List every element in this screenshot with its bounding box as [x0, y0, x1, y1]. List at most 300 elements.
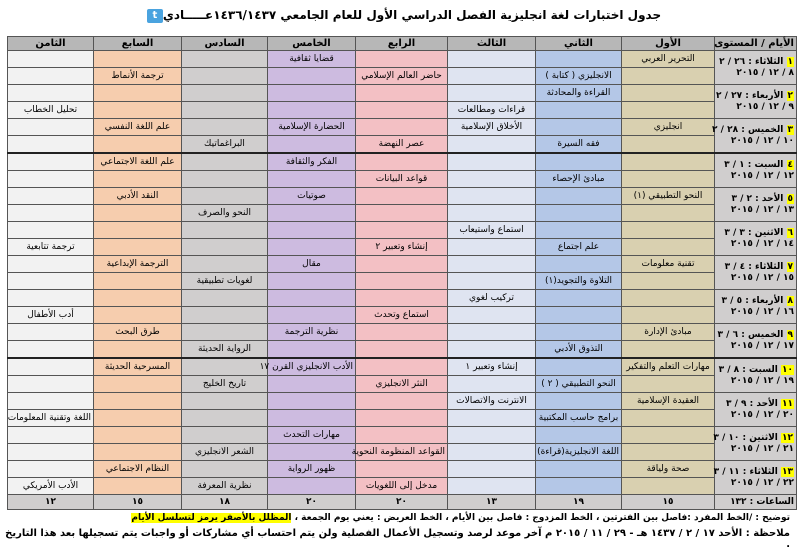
day-number: ٩ [787, 329, 793, 340]
exam-cell-level-4: النثر الانجليزي [356, 376, 448, 393]
exam-cell-level-6 [182, 102, 268, 119]
exam-cell-level-1 [622, 376, 715, 393]
exam-cell-level-1 [622, 427, 715, 444]
exam-cell-level-2: النحو التطبيقي ( ٢ ) [536, 376, 622, 393]
exam-cell-level-5: مهارات التحدث [268, 427, 356, 444]
header-level-3: الثالث [448, 37, 536, 51]
exam-cell-level-7 [94, 393, 182, 410]
exam-cell-level-8 [8, 341, 94, 359]
table-row [8, 51, 797, 68]
exam-cell-level-8 [8, 51, 94, 68]
table-row [8, 273, 797, 290]
exam-cell-level-4 [356, 410, 448, 427]
day-cell [715, 188, 797, 222]
exam-cell-level-3 [448, 136, 536, 154]
exam-cell-level-5 [268, 205, 356, 222]
exam-cell-level-1 [622, 273, 715, 290]
exam-cell-level-5 [268, 171, 356, 188]
exam-cell-level-8 [8, 393, 94, 410]
exam-cell-level-6: تاريخ الخليج [182, 376, 268, 393]
exam-cell-level-6 [182, 393, 268, 410]
day-name: الاثنين : ١٠ / ٣ [713, 432, 778, 443]
day-cell [715, 153, 797, 188]
header-level-4: الرابع [356, 37, 448, 51]
exam-cell-level-8 [8, 136, 94, 154]
exam-cell-level-5: نظرية الترجمة [268, 324, 356, 341]
exam-cell-level-1: النحو التطبيقي (١) [622, 188, 715, 205]
day-number: ٨ [787, 295, 793, 306]
table-row [8, 290, 797, 307]
exam-cell-level-6 [182, 119, 268, 136]
hours-level-6: ١٨ [182, 495, 268, 510]
exam-cell-level-2: برامج حاسب المكتبية [536, 410, 622, 427]
exam-cell-level-7: الترجمة الإبداعية [94, 256, 182, 273]
exam-cell-level-8: أدب الأطفال [8, 307, 94, 324]
day-cell [715, 85, 797, 119]
exam-cell-level-1 [622, 341, 715, 359]
exam-cell-level-1 [622, 410, 715, 427]
exam-cell-level-2 [536, 358, 622, 376]
page-title [0, 4, 802, 26]
twitter-icon[interactable]: t [147, 9, 163, 23]
exam-cell-level-2 [536, 393, 622, 410]
exam-cell-level-3 [448, 341, 536, 359]
exam-cell-level-4 [356, 427, 448, 444]
day-date: ١٣ / ١٢ / ٢٠١٥ [730, 204, 794, 215]
exam-cell-level-2 [536, 307, 622, 324]
exam-cell-level-4: استماع وتحدث [356, 307, 448, 324]
exam-cell-level-7 [94, 85, 182, 102]
exam-cell-level-6 [182, 222, 268, 239]
day-cell [712, 119, 797, 154]
exam-cell-level-8 [8, 222, 94, 239]
header-days: الأيام / المستوى [715, 37, 797, 51]
day-cell [715, 256, 797, 290]
exam-cell-level-2 [536, 324, 622, 341]
table-row [8, 324, 797, 341]
day-date: ١٧ / ١٢ / ٢٠١٥ [730, 340, 794, 351]
exam-cell-level-5 [268, 85, 356, 102]
exam-cell-level-5: قضايا ثقافية [268, 51, 356, 68]
exam-cell-level-7: ترجمة الأنماط [94, 68, 182, 85]
exam-cell-level-8: اللغة وتقنية المعلومات [8, 410, 94, 427]
day-date: ٢٢ / ١٢ / ٢٠١٥ [730, 477, 794, 488]
exam-cell-level-3: تركيب لغوي [448, 290, 536, 307]
exam-cell-level-4 [356, 461, 448, 478]
exam-cell-level-1: مبادئ الإدارة [622, 324, 715, 341]
exam-cell-level-4 [356, 341, 448, 359]
exam-cell-level-4: قواعد البيانات [356, 171, 448, 188]
exam-cell-level-3 [448, 171, 536, 188]
exam-cell-level-5: الأدب الانجليزي القرن ١٧ [268, 358, 356, 376]
header-level-2: الثاني [536, 37, 622, 51]
exam-cell-level-3 [448, 85, 536, 102]
exam-cell-level-8: تحليل الخطاب [8, 102, 94, 119]
exam-cell-level-6 [182, 171, 268, 188]
exam-cell-level-1: تقنية معلومات [622, 256, 715, 273]
exam-cell-level-6: النحو والصرف [182, 205, 268, 222]
exam-cell-level-5 [268, 68, 356, 85]
table-row [8, 376, 797, 393]
exam-cell-level-3: قراءات ومطالعات [448, 102, 536, 119]
day-cell [715, 290, 797, 324]
legend-prefix: توضيح : [755, 513, 790, 523]
exam-cell-level-2: علم اجتماع [536, 239, 622, 256]
exam-cell-level-2: التلاوة والتجويد(١) [536, 273, 622, 290]
exam-cell-level-5: الفكر والثقافة [268, 153, 356, 171]
exam-cell-level-6 [182, 153, 268, 171]
exam-cell-level-6 [182, 461, 268, 478]
exam-cell-level-6: نظرية المعرفة [182, 478, 268, 495]
exam-cell-level-6: البراغماتيك [182, 136, 268, 154]
exam-cell-level-2 [536, 427, 622, 444]
exam-cell-level-8 [8, 444, 94, 461]
exam-cell-level-4: حاضر العالم الإسلامي [356, 68, 448, 85]
day-number: ١١ [782, 398, 793, 409]
table-row [8, 68, 797, 85]
exam-cell-level-3 [448, 461, 536, 478]
exam-cell-level-8: الأدب الأمريكي [8, 478, 94, 495]
day-date: ١٤ / ١٢ / ٢٠١٥ [730, 238, 794, 249]
exam-cell-level-5: الحضارة الإسلامية [268, 119, 356, 136]
exam-cell-level-8 [8, 171, 94, 188]
legend-items: /الخط المفرد :فاصل بين الفترتين ، الخط المزدوج : فاصل بين الأيام ، الخط العريض : يعني يوم الجمعة ، [294, 513, 753, 523]
exam-cell-level-4 [356, 324, 448, 341]
exam-cell-level-1 [622, 102, 715, 119]
exam-cell-level-5 [268, 307, 356, 324]
exam-cell-level-4 [356, 85, 448, 102]
day-name: الثلاثاء : ١١ / ٣ [713, 466, 778, 477]
exam-cell-level-1 [622, 205, 715, 222]
exam-cell-level-1 [622, 290, 715, 307]
table-row [8, 410, 797, 427]
exam-cell-level-5: مقال [268, 256, 356, 273]
exam-cell-level-2: الانجليزي ( كتابة ) [536, 68, 622, 85]
exam-cell-level-1 [622, 307, 715, 324]
day-cell [715, 461, 797, 495]
exam-cell-level-5 [268, 341, 356, 359]
exam-cell-level-7 [94, 290, 182, 307]
exam-cell-level-8 [8, 85, 94, 102]
exam-cell-level-3 [448, 307, 536, 324]
exam-cell-level-7: علم اللغة النفسي [94, 119, 182, 136]
exam-cell-level-7: النظام الاجتماعي [94, 461, 182, 478]
exam-cell-level-6 [182, 51, 268, 68]
exam-cell-level-4 [356, 102, 448, 119]
exam-cell-level-5 [268, 102, 356, 119]
exam-cell-level-2 [536, 256, 622, 273]
day-number: ٣ [787, 124, 793, 135]
exam-cell-level-1: العقيدة الإسلامية [622, 393, 715, 410]
exam-cell-level-4: القواعد المنظومة النحوية [356, 444, 448, 461]
exam-cell-level-5 [268, 273, 356, 290]
exam-cell-level-3 [448, 410, 536, 427]
exam-cell-level-8 [8, 256, 94, 273]
exam-cell-level-8 [8, 376, 94, 393]
exam-cell-level-8 [8, 205, 94, 222]
exam-cell-level-3 [448, 205, 536, 222]
exam-cell-level-3 [448, 478, 536, 495]
exam-cell-level-5 [268, 478, 356, 495]
exam-cell-level-3 [448, 188, 536, 205]
exam-cell-level-4: عصر النهضة [356, 136, 448, 154]
day-name: السبت : ١ / ٣ [724, 159, 784, 170]
exam-cell-level-6 [182, 307, 268, 324]
exam-cell-level-3 [448, 239, 536, 256]
exam-cell-level-3 [448, 68, 536, 85]
exam-cell-level-7: علم اللغة الاجتماعي [94, 153, 182, 171]
exam-cell-level-5 [268, 393, 356, 410]
exam-cell-level-8 [8, 119, 94, 136]
exam-cell-level-3 [448, 153, 536, 171]
day-number: ١٢ [782, 432, 793, 443]
exam-cell-level-7 [94, 444, 182, 461]
header-level-1: الأول [622, 37, 715, 51]
exam-cell-level-2 [536, 461, 622, 478]
day-name: الأحد : ٩ / ٣ [725, 398, 778, 409]
exam-cell-level-3: الأخلاق الإسلامية [448, 119, 536, 136]
day-date: ٩ / ١٢ / ٢٠١٥ [736, 101, 794, 112]
day-number: ٤ [787, 159, 793, 170]
exam-cell-level-4 [356, 273, 448, 290]
day-cell [715, 358, 797, 393]
exam-cell-level-7 [94, 222, 182, 239]
table-row [8, 205, 797, 222]
exam-cell-level-7 [94, 478, 182, 495]
exam-cell-level-4 [356, 188, 448, 205]
exam-cell-level-2: فقه السيرة [536, 136, 622, 154]
exam-cell-level-7 [94, 136, 182, 154]
note: ملاحظة : الأحد ١٧ / ٢ / ١٤٣٧ هـ - ٢٩ / ١١ / ٢٠١٥ م آخر موعد لرصد وتسجيل الأعمال الفصلية ولن يتم احتساب أي مشاركات أو واجبات يتم تسجيلها بعد هذا التاريخ . [5, 528, 790, 550]
exam-cell-level-8 [8, 324, 94, 341]
day-number: ٢ [787, 90, 793, 101]
day-name: السبت : ٨ / ٣ [718, 364, 778, 375]
exam-cell-level-7 [94, 205, 182, 222]
exam-cell-level-4: مدخل إلى اللغويات [356, 478, 448, 495]
exam-cell-level-6 [182, 358, 268, 376]
exam-cell-level-1 [622, 68, 715, 85]
exam-cell-level-4 [356, 358, 448, 376]
exam-cell-level-4 [356, 119, 448, 136]
table-row [8, 307, 797, 324]
table-row [8, 239, 797, 256]
day-name: الثلاثاء : ٢٦ / ٢ [719, 56, 784, 67]
exam-cell-level-4 [356, 256, 448, 273]
day-number: ٦ [787, 227, 793, 238]
exam-cell-level-8 [8, 290, 94, 307]
legend-highlight: المظلل بالأصفر يرمز لتسلسل الأيام [131, 513, 292, 523]
exam-cell-level-1 [622, 153, 715, 171]
exam-cell-level-4 [356, 205, 448, 222]
exam-cell-level-2: اللغة الانجليزية(قراءة) [536, 444, 622, 461]
exam-cell-level-6: الرواية الحديثة [182, 341, 268, 359]
exam-cell-level-1 [622, 444, 715, 461]
exam-cell-level-8 [8, 153, 94, 171]
hours-total: الساعات : ١٣٢ [715, 495, 797, 510]
exam-cell-level-6 [182, 68, 268, 85]
table-row [8, 171, 797, 188]
table-row [8, 222, 797, 239]
exam-cell-level-7: النقد الأدبي [94, 188, 182, 205]
exam-cell-level-2 [536, 51, 622, 68]
table-row [8, 188, 797, 205]
day-name: الأربعاء : ٢٧ / ٢ [716, 90, 784, 101]
exam-cell-level-6 [182, 256, 268, 273]
exam-cell-level-2 [536, 188, 622, 205]
table-row [8, 85, 797, 102]
day-name: الخميس : ٢٨ / ٢ [712, 124, 784, 135]
day-name: الأربعاء : ٥ / ٣ [721, 295, 784, 306]
exam-cell-level-5 [268, 290, 356, 307]
exam-cell-level-5 [268, 222, 356, 239]
header-row [8, 37, 797, 51]
exam-cell-level-5 [268, 239, 356, 256]
exam-cell-level-7 [94, 239, 182, 256]
exam-cell-level-5: ظهور الرواية [268, 461, 356, 478]
hours-level-3: ١٣ [448, 495, 536, 510]
exam-cell-level-1 [622, 136, 715, 154]
table-row [8, 256, 797, 273]
exam-cell-level-7 [94, 376, 182, 393]
hours-level-8: ١٢ [8, 495, 94, 510]
exam-cell-level-3 [448, 273, 536, 290]
hours-level-7: ١٥ [94, 495, 182, 510]
day-date: ١٩ / ١٢ / ٢٠١٥ [730, 375, 794, 386]
exam-cell-level-4 [356, 393, 448, 410]
exam-cell-level-3 [448, 324, 536, 341]
exam-cell-level-7: طرق البحث [94, 324, 182, 341]
exam-cell-level-6: الشعر الانجليزي [182, 444, 268, 461]
hours-level-5: ٢٠ [268, 495, 356, 510]
day-date: ١٢ / ١٢ / ٢٠١٥ [730, 170, 794, 181]
exam-cell-level-3 [448, 427, 536, 444]
header-level-7: السابع [94, 37, 182, 51]
table-row [8, 341, 797, 359]
day-cell [715, 324, 797, 359]
table-row [8, 358, 797, 376]
day-name: الاثنين : ٣ / ٣ [724, 227, 784, 238]
exam-cell-level-6 [182, 188, 268, 205]
day-number: ١٠ [782, 364, 793, 375]
exam-cell-level-5 [268, 136, 356, 154]
table-row [8, 393, 797, 410]
exam-cell-level-7 [94, 307, 182, 324]
day-date: ٢١ / ١٢ / ٢٠١٥ [730, 443, 794, 454]
exam-cell-level-1: انجليزي [622, 119, 715, 136]
exam-cell-level-2 [536, 290, 622, 307]
exam-cell-level-6 [182, 410, 268, 427]
table-row [8, 102, 797, 119]
exam-cell-level-2: القراءة والمحادثة [536, 85, 622, 102]
exam-cell-level-7 [94, 171, 182, 188]
day-name: الأحد : ٢ / ٣ [731, 193, 784, 204]
exam-cell-level-3 [448, 256, 536, 273]
hours-level-2: ١٩ [536, 495, 622, 510]
exam-cell-level-6 [182, 239, 268, 256]
exam-cell-level-4 [356, 222, 448, 239]
exam-schedule-table [7, 36, 797, 510]
day-date: ١٥ / ١٢ / ٢٠١٥ [730, 272, 794, 283]
exam-cell-level-4: إنشاء وتعبير ٢ [356, 239, 448, 256]
table-row [8, 478, 797, 495]
exam-cell-level-3 [448, 444, 536, 461]
exam-cell-level-8 [8, 273, 94, 290]
exam-cell-level-2 [536, 153, 622, 171]
day-date: ٨ / ١٢ / ٢٠١٥ [736, 67, 794, 78]
exam-cell-level-2 [536, 119, 622, 136]
exam-cell-level-8 [8, 188, 94, 205]
hours-level-1: ١٥ [622, 495, 715, 510]
exam-cell-level-1: صحة ولياقة [622, 461, 715, 478]
exam-cell-level-5 [268, 376, 356, 393]
exam-cell-level-7 [94, 51, 182, 68]
table-row [8, 119, 797, 136]
exam-cell-level-5 [268, 410, 356, 427]
exam-cell-level-5 [268, 444, 356, 461]
exam-cell-level-8 [8, 68, 94, 85]
exam-cell-level-8 [8, 427, 94, 444]
exam-cell-level-2 [536, 478, 622, 495]
day-cell [715, 393, 797, 427]
day-number: ٧ [787, 261, 793, 272]
day-name: الثلاثاء : ٤ / ٣ [724, 261, 784, 272]
day-date: ٢٠ / ١٢ / ٢٠١٥ [730, 409, 794, 420]
day-cell [715, 222, 797, 256]
exam-cell-level-1: التحرير العربي [622, 51, 715, 68]
exam-cell-level-6: لغويات تطبيقية [182, 273, 268, 290]
exam-cell-level-6 [182, 290, 268, 307]
exam-cell-level-7 [94, 273, 182, 290]
exam-cell-level-3 [448, 51, 536, 68]
exam-cell-level-3: إنشاء وتعبير ١ [448, 358, 536, 376]
exam-cell-level-3: استماع واستيعاب [448, 222, 536, 239]
exam-cell-level-5: صوتيات [268, 188, 356, 205]
day-cell [715, 51, 797, 85]
header-level-8: الثامن [8, 37, 94, 51]
exam-cell-level-2 [536, 222, 622, 239]
exam-cell-level-8 [8, 358, 94, 376]
exam-cell-level-1 [622, 239, 715, 256]
exam-cell-level-7 [94, 410, 182, 427]
footer-hours-row [8, 495, 797, 510]
exam-cell-level-2 [536, 102, 622, 119]
exam-cell-level-3: الانترنت والاتصالات [448, 393, 536, 410]
exam-cell-level-1 [622, 222, 715, 239]
day-date: ١٦ / ١٢ / ٢٠١٥ [730, 306, 794, 317]
table-row [8, 153, 797, 171]
table-row [8, 461, 797, 478]
exam-cell-level-3 [448, 376, 536, 393]
table-row [8, 136, 797, 154]
exam-cell-level-6 [182, 427, 268, 444]
table-row [8, 444, 797, 461]
day-number: ٥ [787, 193, 793, 204]
table-row [8, 427, 797, 444]
day-cell [715, 427, 797, 461]
header-level-6: السادس [182, 37, 268, 51]
exam-cell-level-4 [356, 290, 448, 307]
day-number: ١ [787, 56, 793, 67]
exam-cell-level-8 [8, 461, 94, 478]
exam-cell-level-4 [356, 153, 448, 171]
exam-cell-level-2 [536, 205, 622, 222]
exam-cell-level-1 [622, 85, 715, 102]
exam-cell-level-1 [622, 171, 715, 188]
exam-cell-level-7 [94, 341, 182, 359]
day-name: الخميس : ٦ / ٣ [717, 329, 784, 340]
exam-cell-level-2: التذوق الأدبي [536, 341, 622, 359]
exam-cell-level-2: مبادئ الإحصاء [536, 171, 622, 188]
